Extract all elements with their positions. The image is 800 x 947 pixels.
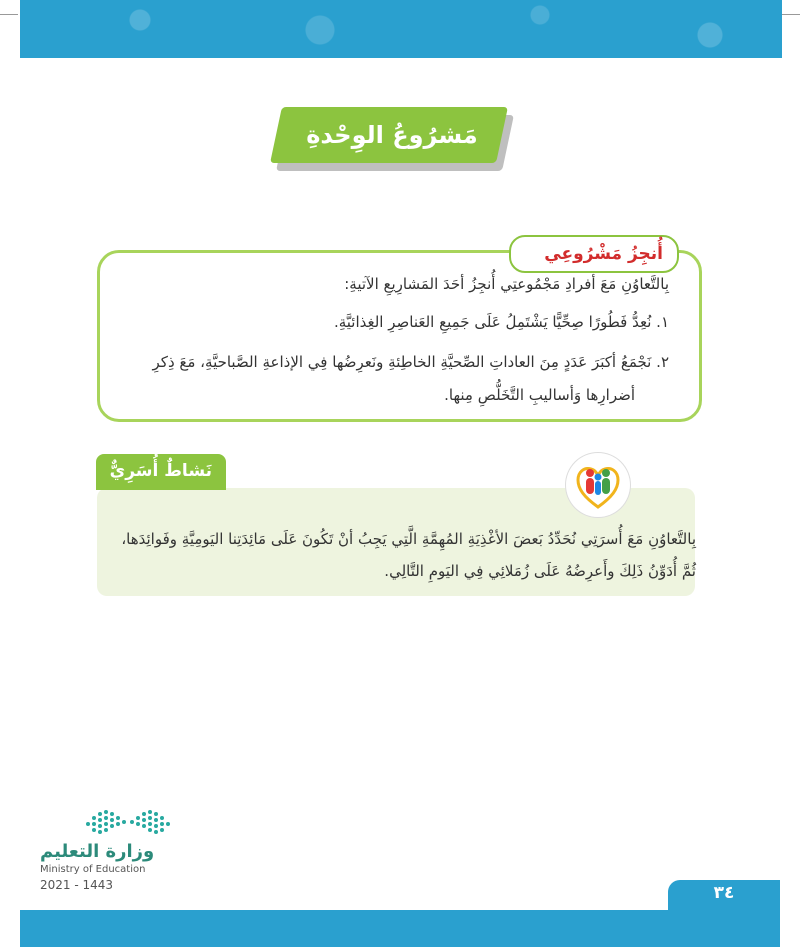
item-text: نَجْمَعُ أكبَرَ عَدَدٍ مِنَ العاداتِ الصِّحيَّةِ الخاطِئةِ ونَعرِضُها فِي الإذاعةِ الصَّباحيَّةِ، مَعَ ذِكرِ	[152, 353, 652, 371]
header-banner	[20, 0, 782, 58]
ministry-name-ar: وزارة التعليم	[40, 841, 155, 862]
family-activity-line-1: بِالتَّعاوُنِ مَعَ أُسرَتِي نُحَدِّدُ بَعضَ الأغْذِيَةِ المُهِمَّةِ الَّتِي يَجِبُ أنْ تَكُونَ عَلَى مَائِدَتِنا اليَومِيَّةِ وفَوائِدَها،	[121, 530, 696, 548]
item-text: نُعِدُّ فَطُورًا صِحِّيًّا يَشْتَمِلُ عَلَى جَمِيعِ العَناصِرِ الغِذائيَّةِ.	[333, 313, 652, 331]
footer-banner	[20, 910, 780, 947]
page-number: ٣٤	[713, 883, 735, 903]
item-number: ٢.	[656, 353, 669, 371]
project-item-2	[153, 353, 669, 371]
project-item-2-continued: أضرارِها وَأساليبِ التَّخَلُّصِ مِنها.	[444, 386, 635, 404]
page-title: مَشرُوعُ الوِحْدةِ	[306, 121, 478, 149]
crop-mark	[782, 14, 800, 15]
item-number: ١.	[656, 313, 669, 331]
project-tag-label: أُنجِزُ مَشْرُوعِي	[544, 244, 663, 264]
family-activity-tab	[96, 454, 226, 490]
edition-year: 2021 - 1443	[40, 878, 114, 892]
unit-project-title-banner	[276, 107, 508, 167]
project-intro: بِالتَّعاوُنِ مَعَ أفرادِ مَجْمُوعتِي أُنجِزُ أحَدَ المَشارِيعِ الآتيةِ:	[344, 275, 669, 293]
family-icon	[566, 453, 630, 517]
family-activity-line-2: ثُمَّ أُدَوِّنُ ذَلِكَ وأَعرِضُهُ عَلَى زُمَلائِي فِي اليَومِ التَّالِي.	[384, 562, 696, 580]
project-tag	[509, 235, 679, 273]
ministry-name-en: Ministry of Education	[40, 864, 146, 875]
ministry-logo-icon	[82, 804, 174, 838]
project-item-1	[334, 313, 669, 331]
family-activity-tab-label: نَشاطٌ أُسَرِيٌّ	[109, 461, 212, 481]
crop-mark	[0, 14, 18, 15]
